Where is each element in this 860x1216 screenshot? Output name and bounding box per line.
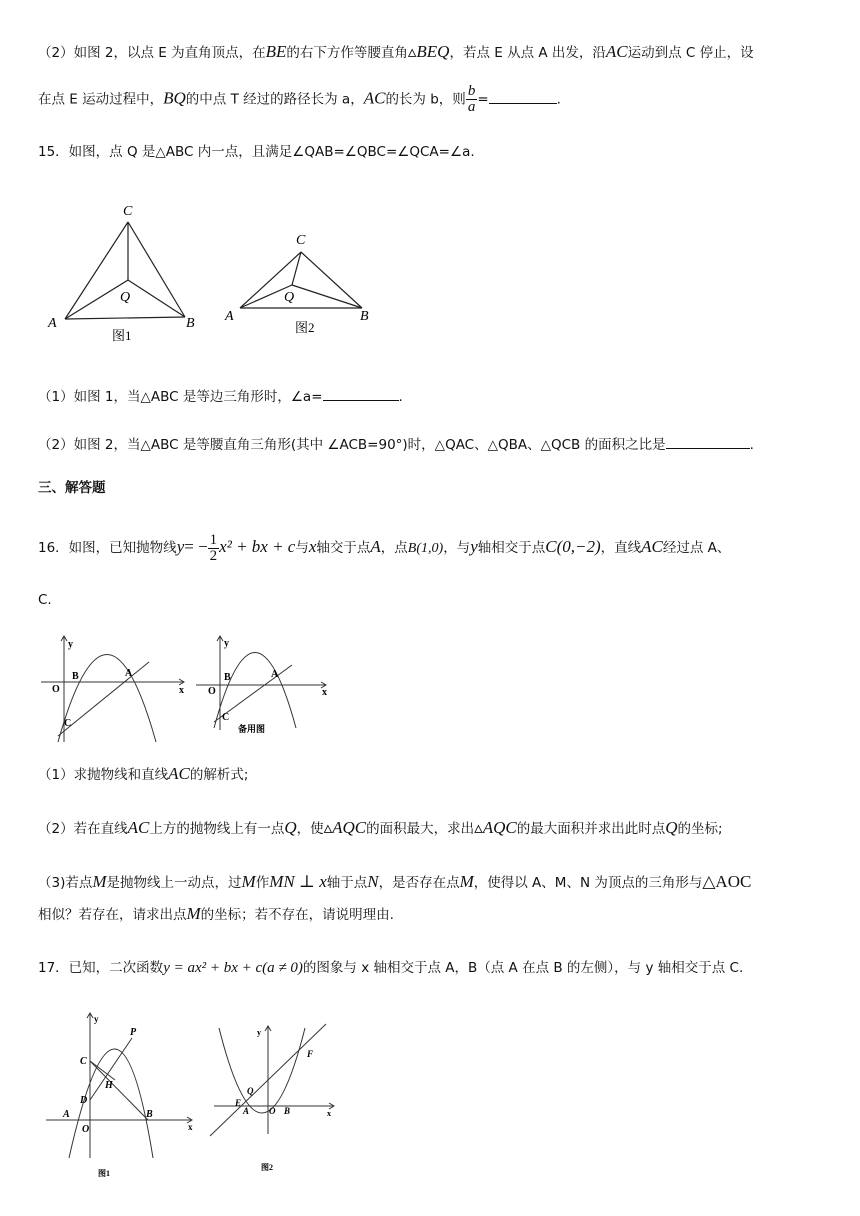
axis-label-x: x: [322, 687, 327, 698]
text: 的长为 b，则: [385, 91, 466, 108]
q16-part3-line2: [38, 904, 838, 925]
frac-num: b: [467, 83, 476, 99]
axis-label-x: x: [327, 1109, 331, 1118]
q16-stem-line1: [38, 532, 838, 564]
q15-figure-2: [222, 228, 382, 343]
text: ，使得以 A、M、N 为顶点的三角形与: [473, 875, 703, 891]
math-x: x: [308, 537, 317, 556]
math-M: M: [186, 904, 201, 923]
label-B: B: [72, 671, 79, 682]
math-AOC: △AOC: [702, 872, 752, 891]
math-BQ: BQ: [163, 88, 186, 108]
text: 的最大面积并求出此时点: [516, 821, 666, 837]
text: 的坐标；若不存在，请说明理由.: [200, 907, 394, 923]
text: 的面积最大，求出: [366, 821, 475, 837]
label-A: A: [271, 669, 279, 680]
q16-part1: [38, 764, 838, 785]
label-A: A: [48, 316, 57, 331]
label-O: O: [269, 1106, 276, 1116]
math-AQC: ▵AQC: [474, 818, 517, 837]
label-H: H: [105, 1080, 113, 1091]
label-A: A: [243, 1106, 250, 1116]
label-O: O: [52, 684, 60, 695]
math-M: M: [92, 872, 107, 891]
q15-figure-1: [40, 198, 210, 348]
math-AC: AC: [363, 88, 386, 108]
text: 的图象与 x 轴相交于点 A，B（点 A 在点 B 的左侧），与 y 轴相交于点 C.: [302, 960, 744, 976]
answer-blank: [489, 89, 557, 104]
math-A: A: [370, 537, 381, 556]
section-heading: 三、解答题: [38, 480, 106, 496]
figure-caption: 图2: [295, 320, 315, 335]
label-Q: Q: [120, 290, 131, 305]
figure-caption: 备用图: [238, 724, 266, 734]
label-A: A: [63, 1109, 70, 1120]
math-M: M: [459, 872, 474, 891]
math-y: y: [176, 537, 185, 556]
text: .: [398, 389, 403, 405]
text: 轴于点: [326, 875, 368, 891]
math-AC: AC: [127, 818, 150, 837]
label-B: B: [186, 316, 195, 331]
q15-stem: 15．如图，点 Q 是△ABC 内一点，且满足∠QAB=∠QBC=∠QCA=∠a.: [38, 144, 475, 160]
q15-part2: [38, 434, 838, 455]
label-O: O: [82, 1124, 90, 1135]
figure-caption: 图1: [112, 328, 132, 343]
axis-label-y: y: [68, 639, 73, 650]
text: 的解析式;: [189, 767, 249, 783]
answer-blank: [323, 386, 399, 401]
text: 上方的抛物线上有一点: [149, 821, 285, 837]
label-C: C: [64, 718, 72, 729]
label-A: A: [125, 668, 133, 679]
label-C: C: [80, 1056, 87, 1067]
math-M: M: [241, 872, 256, 891]
text: 的右下方作等腰直角: [286, 45, 408, 61]
text: =: [477, 91, 489, 108]
q16-part2: [38, 818, 838, 839]
math-AQC: ▵AQC: [323, 818, 367, 837]
math-AC: AC: [641, 537, 663, 556]
text: 经过点 A、: [662, 540, 731, 556]
text: 相似？若存在，请求出点: [38, 907, 187, 923]
math-point-B: B(1,0): [407, 541, 444, 556]
axis-label-y: y: [94, 1014, 99, 1024]
text: 的中点 T 经过的路径长为 a，: [185, 91, 364, 108]
label-B: B: [224, 672, 231, 683]
text: ，使: [296, 821, 324, 837]
math-eq: = −: [184, 537, 208, 556]
label-B: B: [284, 1106, 291, 1116]
math-Q: Q: [665, 818, 678, 837]
text: ，是否存在点: [378, 875, 460, 891]
q14-part2-line2: [38, 84, 838, 115]
text: 与: [295, 540, 309, 556]
fraction-b-over-a: [466, 84, 478, 115]
text: （1）求抛物线和直线: [38, 767, 169, 783]
text: （2）如图 2，以点 E 为直角顶点，在: [38, 45, 266, 61]
label-F: F: [307, 1049, 314, 1059]
q17-figure-1: [40, 1008, 200, 1180]
q16-part3-line1: [38, 872, 838, 893]
text: （2）如图 2，当△ABC 是等腰直角三角形(其中 ∠ACB=90°)时，△QAC、△QBA、△QCB 的面积之比是: [38, 437, 666, 453]
text: 作: [255, 875, 270, 891]
label-A: A: [225, 309, 234, 324]
text: ，点: [380, 540, 408, 556]
text: ，若点 E 从点 A 出发，沿: [449, 45, 606, 61]
math-Q: Q: [284, 818, 297, 837]
q16-figure-1: [38, 630, 198, 745]
q17-stem: [38, 958, 838, 978]
math-point-C: C(0,−2): [545, 537, 601, 556]
axis-label-y: y: [257, 1028, 261, 1037]
axis-label-x: x: [188, 1122, 193, 1132]
label-D: D: [80, 1095, 88, 1106]
text: 的坐标;: [677, 821, 723, 837]
math-BE: BE: [265, 42, 287, 61]
q16-stem-line2: C.: [38, 592, 52, 608]
label-B: B: [360, 309, 369, 324]
axis-label-x: x: [179, 685, 184, 696]
text: 轴相交于点: [477, 540, 546, 556]
math-MN-perp-x: MN ⊥ x: [269, 872, 327, 891]
text: ，与: [443, 540, 471, 556]
text: （1）如图 1，当△ABC 是等边三角形时，∠a=: [38, 389, 323, 405]
label-O: O: [208, 686, 216, 697]
text: 16．如图，已知抛物线: [38, 540, 177, 556]
fraction-one-half: [208, 533, 220, 564]
frac-den: a: [467, 99, 476, 115]
text: ，直线: [600, 540, 642, 556]
label-Q: Q: [247, 1086, 254, 1096]
text: 轴交于点: [316, 540, 371, 556]
text: 在点 E 运动过程中，: [38, 91, 164, 108]
label-E: E: [235, 1098, 242, 1108]
frac-num: 1: [209, 531, 218, 548]
figure-caption: 图1: [98, 1169, 110, 1178]
text: .: [556, 91, 561, 108]
q16-figure-2: [192, 630, 337, 745]
math-AC: AC: [605, 42, 628, 61]
frac-den: 2: [209, 547, 218, 564]
axis-label-y: y: [224, 638, 229, 649]
figure-caption: 图2: [261, 1163, 273, 1172]
label-B: B: [146, 1109, 153, 1120]
label-P: P: [130, 1027, 137, 1038]
text: （3)若点: [38, 875, 93, 891]
text: 运动到点 C 停止，设: [627, 45, 754, 61]
label-C: C: [123, 204, 133, 219]
q15-part1: [38, 386, 838, 407]
label-C: C: [296, 233, 306, 248]
text: 是抛物线上一动点，过: [106, 875, 242, 891]
text: .: [749, 437, 754, 453]
math-N: N: [367, 872, 379, 891]
q17-figure-2: [206, 1022, 346, 1174]
math-quadratic: y = ax² + bx + c(a ≠ 0): [163, 960, 303, 976]
text: （2）若在直线: [38, 821, 128, 837]
label-Q: Q: [284, 290, 295, 305]
q14-part2-line1: [38, 42, 838, 63]
math-y: y: [470, 537, 478, 556]
label-C: C: [222, 712, 230, 723]
math-BEQ: ▵BEQ: [407, 42, 450, 61]
answer-blank: [666, 434, 750, 449]
math-eq-tail: x² + bx + c: [219, 537, 296, 556]
math-AC: AC: [168, 764, 190, 783]
text: 17．已知，二次函数: [38, 960, 164, 976]
